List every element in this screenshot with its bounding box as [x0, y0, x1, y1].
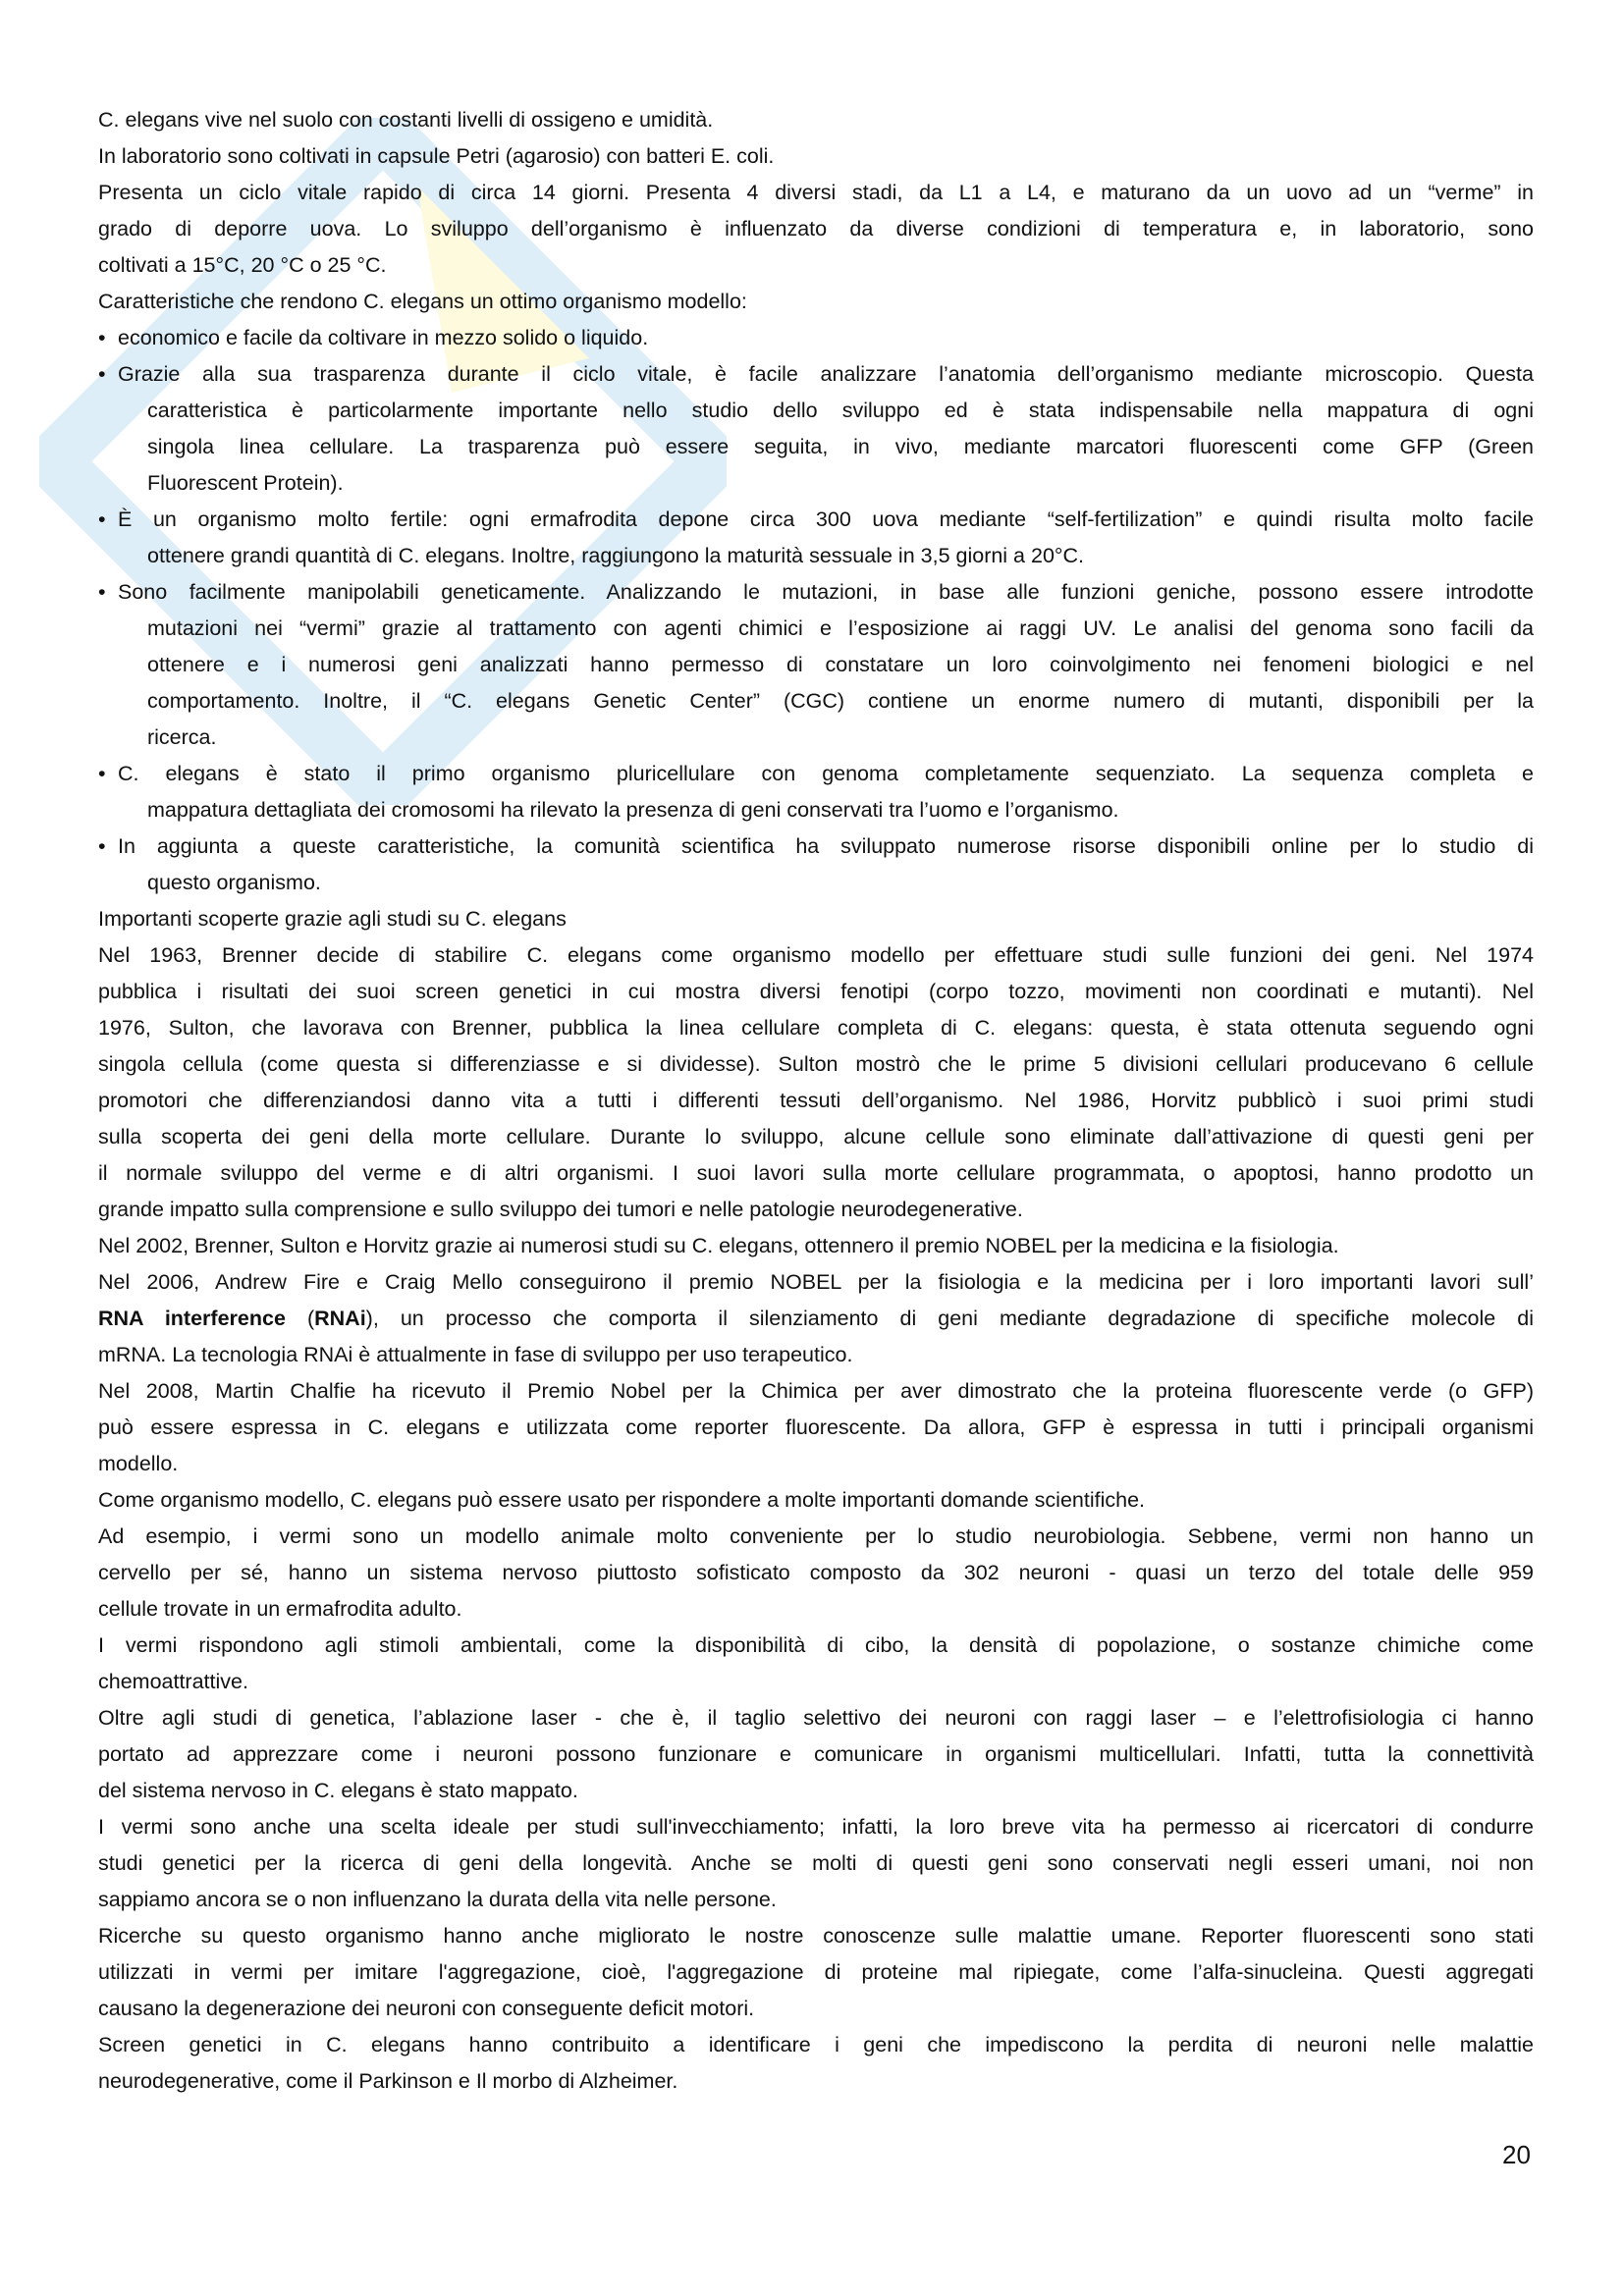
- text-line: [98, 1991, 1534, 2027]
- text-line: [98, 1228, 1534, 1264]
- text-line: [98, 1119, 1534, 1155]
- text-span: caratteristica è particolarmente importante nello studio dello sviluppo ed è stata indispensabile nella mappatura di ogni: [147, 399, 1534, 422]
- text-span: C. elegans vive nel suolo con costanti livelli di ossigeno e umidità.: [98, 108, 714, 132]
- text-span: C. elegans è stato il primo organismo pluricellulare con genoma completamente sequenziato. La sequenza completa e: [118, 762, 1534, 785]
- text-span: Caratteristiche che rendono C. elegans un ottimo organismo modello:: [98, 290, 747, 313]
- text-line: [98, 1555, 1534, 1591]
- bullet-icon: •: [98, 834, 106, 858]
- text-line: [98, 1591, 1534, 1628]
- text-line: [147, 538, 1534, 574]
- paragraph: [98, 1809, 1534, 1918]
- text-span: ), un processo che comporta il silenziamento di geni mediante degradazione di specifiche molecole di: [365, 1307, 1534, 1330]
- text-span: Presenta un ciclo vitale rapido di circa 14 giorni. Presenta 4 diversi stadi, da L1 a L4, e maturano da un uovo ad un “verme” in: [98, 181, 1534, 204]
- text-span: ricerca.: [147, 725, 217, 749]
- text-span: In aggiunta a queste caratteristiche, la comunità scientifica ha sviluppato numerose risorse disponibili online per lo studio di: [118, 834, 1534, 858]
- paragraph: [98, 1918, 1534, 2027]
- bullet-item: [98, 356, 1534, 502]
- text-line: [98, 1736, 1534, 1773]
- text-span: (: [285, 1307, 315, 1330]
- text-span: utilizzati in vermi per imitare l'aggregazione, cioè, l'aggregazione di proteine mal ripiegate, come l’alfa-sinucleina. Questi aggregati: [98, 1960, 1534, 1984]
- text-span: economico e facile da coltivare in mezzo solido o liquido.: [118, 326, 649, 349]
- text-line: [147, 465, 1534, 502]
- paragraph: [98, 937, 1534, 1228]
- text-span: In laboratorio sono coltivati in capsule Petri (agarosio) con batteri E. coli.: [98, 144, 775, 168]
- text-span: Nel 1963, Brenner decide di stabilire C. elegans come organismo modello per effettuare studi sulle funzioni dei geni. Nel 1974: [98, 943, 1534, 967]
- bullet-item: [98, 502, 1534, 574]
- text-span: comportamento. Inoltre, il “C. elegans Genetic Center” (CGC) contiene un enorme numero di mutanti, disponibili per la: [147, 689, 1534, 713]
- bullet-icon: •: [98, 326, 106, 349]
- paragraph: [98, 2027, 1534, 2100]
- bullet-icon: •: [98, 362, 106, 386]
- text-line: [98, 974, 1534, 1010]
- text-span: 1976, Sulton, che lavorava con Brenner, pubblica la linea cellulare completa di C. elegans: questa, è stata ottenuta seguendo ogni: [98, 1016, 1534, 1040]
- paragraph: [98, 175, 1534, 284]
- text-span: Nel 2006, Andrew Fire e Craig Mello conseguirono il premio NOBEL per la fisiologia e la medicina per i loro importanti lavori sull’: [98, 1270, 1534, 1294]
- paragraph: [98, 1519, 1534, 1628]
- text-span: mutazioni nei “vermi” grazie al trattamento con agenti chimici e l’esposizione ai raggi UV. Le analisi del genoma sono facili da: [147, 616, 1534, 640]
- text-span: pubblica i risultati dei suoi screen genetici in cui mostra diversi fenotipi (corpo tozzo, movimenti non coordinati e mutanti). Nel: [98, 980, 1534, 1003]
- text-line: [98, 1845, 1534, 1882]
- text-span: coltivati a 15°C, 20 °C o 25 °C.: [98, 253, 387, 277]
- bullet-item: [98, 320, 1534, 356]
- text-span: neurodegenerative, come il Parkinson e Il morbo di Alzheimer.: [98, 2069, 678, 2093]
- text-span: può essere espressa in C. elegans e utilizzata come reporter fluorescente. Da allora, GFP è espressa in tutti i principali organismi: [98, 1415, 1534, 1439]
- paragraph: [98, 1628, 1534, 1700]
- text-span: causano la degenerazione dei neuroni con conseguente deficit motori.: [98, 1997, 755, 2020]
- text-span: I vermi rispondono agli stimoli ambientali, come la disponibilità di cibo, la densità di popolazione, o sostanze chimiche come: [98, 1633, 1534, 1657]
- bold-term: RNA interference: [98, 1307, 286, 1330]
- text-span: mRNA. La tecnologia RNAi è attualmente in fase di sviluppo per uso terapeutico.: [98, 1343, 853, 1366]
- text-span: promotori che differenziandosi danno vita a tutti i differenti tessuti dell’organismo. Nel 1986, Horvitz pubblicò i suoi primi studi: [98, 1089, 1534, 1112]
- text-line: [147, 429, 1534, 465]
- bullet-item: [98, 756, 1534, 828]
- text-span: il normale sviluppo del verme e di altri organismi. I suoi lavori sulla morte cellulare programmata, o apoptosi, hanno prodotto un: [98, 1161, 1534, 1185]
- text-line: [147, 683, 1534, 720]
- text-span: studi genetici per la ricerca di geni della longevità. Anche se molti di questi geni sono conservati negli esseri umani, noi non: [98, 1851, 1534, 1875]
- text-line: [98, 1046, 1534, 1083]
- document-body: [98, 102, 1534, 2100]
- text-span: del sistema nervoso in C. elegans è stato mappato.: [98, 1779, 578, 1802]
- text-line: [98, 320, 1534, 356]
- paragraph: [98, 284, 1534, 320]
- text-line: [98, 1083, 1534, 1119]
- text-line: [98, 1373, 1534, 1410]
- text-span: mappatura dettagliata dei cromosomi ha rilevato la presenza di geni conservati tra l’uomo e l’organismo.: [147, 798, 1119, 822]
- text-line: [98, 828, 1534, 865]
- text-line: [98, 211, 1534, 247]
- text-line: [98, 937, 1534, 974]
- text-line: [98, 1410, 1534, 1446]
- text-span: grande impatto sulla comprensione e sullo sviluppo dei tumori e nelle patologie neurodegenerative.: [98, 1198, 1023, 1221]
- bullet-icon: •: [98, 580, 106, 604]
- text-line: [147, 792, 1534, 828]
- text-line: [147, 720, 1534, 756]
- text-span: Importanti scoperte grazie agli studi su C. elegans: [98, 907, 567, 931]
- text-span: sulla scoperta dei geni della morte cellulare. Durante lo sviluppo, alcune cellule sono eliminate dall’attivazione di questi geni per: [98, 1125, 1534, 1148]
- text-line: [98, 1628, 1534, 1664]
- paragraph: [98, 138, 1534, 175]
- text-line: [98, 1954, 1534, 1991]
- text-span: chemoattrattive.: [98, 1670, 248, 1693]
- text-span: singola cellula (come questa si differenziasse e si dividesse). Sulton mostrò che le prime 5 divisioni cellulari producevano 6 cellule: [98, 1052, 1534, 1076]
- text-line: [98, 2027, 1534, 2063]
- text-span: Screen genetici in C. elegans hanno contribuito a identificare i geni che impediscono la perdita di neuroni nelle malattie: [98, 2033, 1534, 2056]
- text-line: [98, 1337, 1534, 1373]
- paragraph: [98, 1264, 1534, 1373]
- bullet-item: [98, 574, 1534, 756]
- text-line: [98, 502, 1534, 538]
- text-line: [98, 574, 1534, 611]
- bullet-icon: •: [98, 507, 106, 531]
- text-line: [98, 175, 1534, 211]
- text-span: cellule trovate in un ermafrodita adulto.: [98, 1597, 462, 1621]
- text-line: [98, 756, 1534, 792]
- text-line: [98, 1155, 1534, 1192]
- text-span: I vermi sono anche una scelta ideale per studi sull'invecchiamento; infatti, la loro breve vita ha permesso ai ricercatori di condurre: [98, 1815, 1534, 1839]
- text-span: grado di deporre uova. Lo sviluppo dell’organismo è influenzato da diverse condizioni di temperatura e, in laboratorio, sono: [98, 217, 1534, 240]
- text-span: modello.: [98, 1452, 179, 1475]
- text-line: [147, 611, 1534, 647]
- text-line: [98, 356, 1534, 393]
- paragraph: [98, 1700, 1534, 1809]
- text-span: Come organismo modello, C. elegans può essere usato per rispondere a molte importanti domande scientifiche.: [98, 1488, 1146, 1512]
- text-span: singola linea cellulare. La trasparenza può essere seguita, in vivo, mediante marcatori fluorescenti come GFP (Green: [147, 435, 1534, 458]
- text-line: [98, 901, 1534, 937]
- paragraph: [98, 102, 1534, 138]
- text-line: [147, 647, 1534, 683]
- bullet-icon: •: [98, 762, 106, 785]
- text-line: [98, 1700, 1534, 1736]
- text-line: [147, 865, 1534, 901]
- bold-term: RNAi: [314, 1307, 366, 1330]
- text-span: portato ad apprezzare come i neuroni possono funzionare e comunicare in organismi multicellulari. Infatti, tutta la connettività: [98, 1742, 1534, 1766]
- text-line: [98, 1192, 1534, 1228]
- text-span: questo organismo.: [147, 871, 321, 894]
- text-line: [98, 1446, 1534, 1482]
- bullet-item: [98, 828, 1534, 901]
- text-span: ottenere grandi quantità di C. elegans. Inoltre, raggiungono la maturità sessuale in 3,5 giorni a 20°C.: [147, 544, 1084, 567]
- text-span: Fluorescent Protein).: [147, 471, 344, 495]
- text-line: [98, 1918, 1534, 1954]
- text-span: cervello per sé, hanno un sistema nervoso piuttosto sofisticato composto da 302 neuroni - quasi un terzo del totale delle 959: [98, 1561, 1534, 1584]
- text-line: [98, 1773, 1534, 1809]
- text-line: [98, 138, 1534, 175]
- text-span: sappiamo ancora se o non influenzano la durata della vita nelle persone.: [98, 1888, 777, 1911]
- text-line: [98, 1264, 1534, 1301]
- text-line: [98, 247, 1534, 284]
- text-line: [98, 102, 1534, 138]
- text-line: [98, 1519, 1534, 1555]
- text-span: Nel 2002, Brenner, Sulton e Horvitz grazie ai numerosi studi su C. elegans, ottennero il premio NOBEL per la medicina e la fisiologia.: [98, 1234, 1339, 1257]
- text-line: [98, 1664, 1534, 1700]
- text-span: ottenere e i numerosi geni analizzati hanno permesso di constatare un loro coinvolgimento nei fenomeni biologici e nel: [147, 653, 1534, 676]
- text-span: Ricerche su questo organismo hanno anche migliorato le nostre conoscenze sulle malattie umane. Reporter fluorescenti sono stati: [98, 1924, 1534, 1948]
- text-line: [147, 393, 1534, 429]
- text-line: [98, 2063, 1534, 2100]
- text-span: È un organismo molto fertile: ogni ermafrodita depone circa 300 uova mediante “self-fertilization” e quindi risulta molto facile: [118, 507, 1534, 531]
- text-line: [98, 1010, 1534, 1046]
- text-span: Sono facilmente manipolabili geneticamente. Analizzando le mutazioni, in base alle funzioni geniche, possono essere introdotte: [118, 580, 1534, 604]
- text-span: Ad esempio, i vermi sono un modello animale molto conveniente per lo studio neurobiologia. Sebbene, vermi non hanno un: [98, 1524, 1534, 1548]
- text-line: [98, 1882, 1534, 1918]
- text-line: [98, 1809, 1534, 1845]
- text-line: [98, 284, 1534, 320]
- page-number: 20: [1502, 2140, 1531, 2169]
- text-line: [98, 1301, 1534, 1337]
- paragraph: [98, 1373, 1534, 1482]
- paragraph: [98, 1228, 1534, 1264]
- text-line: [98, 1482, 1534, 1519]
- paragraph: [98, 1482, 1534, 1519]
- text-span: Grazie alla sua trasparenza durante il ciclo vitale, è facile analizzare l’anatomia dell’organismo mediante microscopio. Questa: [118, 362, 1534, 386]
- text-span: Nel 2008, Martin Chalfie ha ricevuto il Premio Nobel per la Chimica per aver dimostrato che la proteina fluorescente verde (o GFP): [98, 1379, 1534, 1403]
- text-span: Oltre agli studi di genetica, l’ablazione laser - che è, il taglio selettivo dei neuroni con raggi laser – e l’elettrofisiologia ci hanno: [98, 1706, 1534, 1730]
- paragraph: [98, 901, 1534, 937]
